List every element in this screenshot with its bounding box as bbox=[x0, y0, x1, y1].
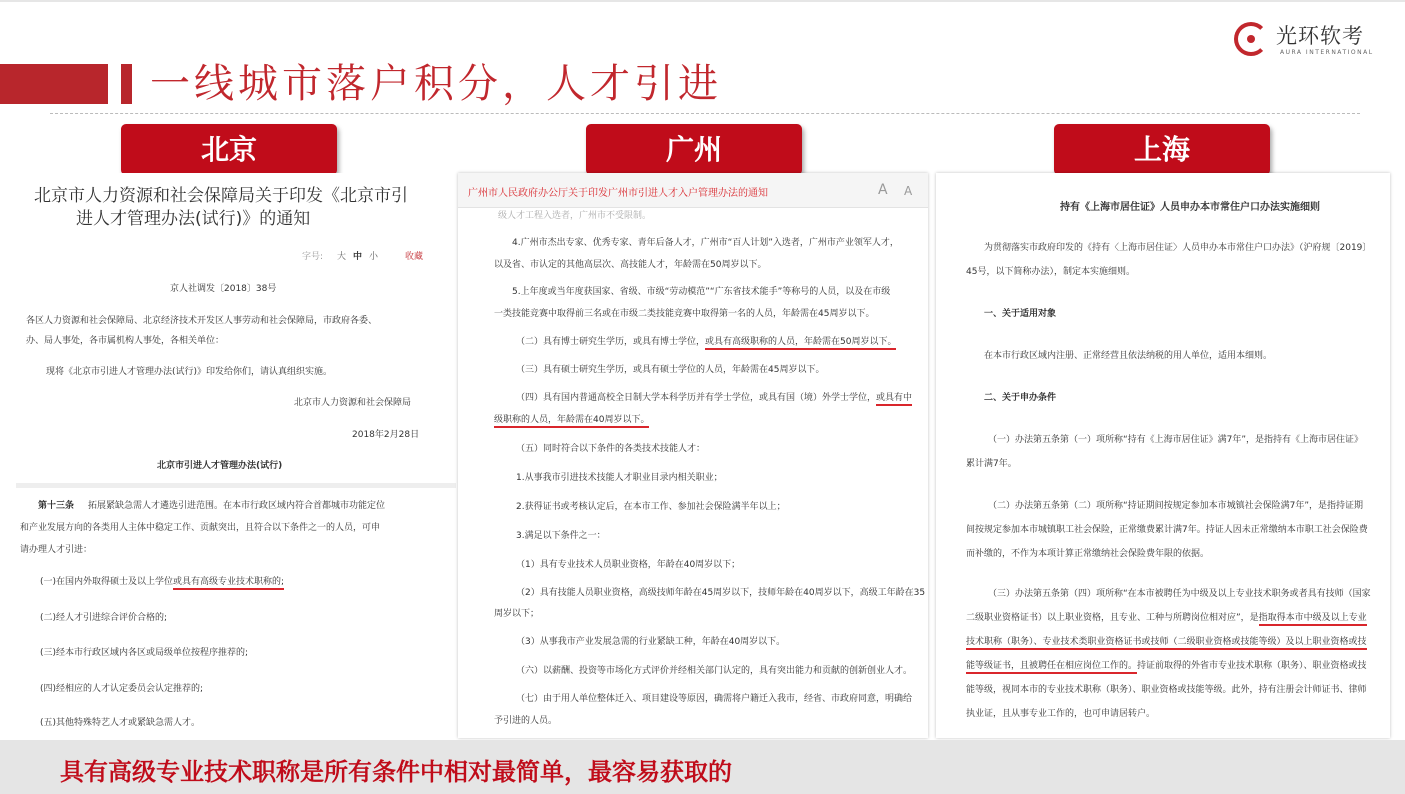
highlighted-condition: 或具有高级专业技术职称的; bbox=[173, 577, 284, 590]
doc-text: 持证前取得的外省市专业技术职称（职务）、职业资格或技 bbox=[1137, 661, 1367, 671]
beijing-document bbox=[16, 173, 456, 738]
top-border bbox=[0, 0, 1405, 2]
shanghai-document bbox=[936, 173, 1390, 738]
condition-item: (五)其他特殊特艺人才或紧缺急需人才。 bbox=[40, 718, 201, 728]
city-label-guangzhou: 广州 bbox=[586, 124, 802, 175]
font-size-label: 字号: bbox=[302, 252, 324, 262]
addressee: 办、局人事处，各市属机构人事处，各相关单位： bbox=[26, 336, 225, 346]
article-text: 请办理人才引进： bbox=[20, 545, 93, 555]
article-text: 和产业发展方向的各类用人主体中稳定工作、贡献突出，且符合以下条件之一的人员，可申 bbox=[20, 523, 381, 533]
doc-line bbox=[494, 412, 649, 425]
issue-date: 2018年2月28日 bbox=[352, 430, 420, 440]
doc-line bbox=[516, 390, 912, 403]
doc-line: 45号，以下简称办法），制定本实施细则。 bbox=[966, 267, 1135, 277]
regulation-title: 北京市引进人才管理办法(试行) bbox=[157, 461, 283, 471]
doc-line: 为贯彻落实市政府印发的《持有〈上海市居住证〉人员申办本市常住户口办法》（沪府规〔2019〕 bbox=[984, 243, 1372, 253]
doc-line: （3）从事我市产业发展急需的行业紧缺工种，年龄在40周岁以下。 bbox=[516, 637, 786, 647]
doc-text: （四）具有国内普通高校全日制大学本科学历并有学士学位，或具有国（境）外学士学位， bbox=[516, 393, 877, 403]
doc-title-line: 进人才管理办法(试行)》的通知 bbox=[76, 209, 311, 229]
doc-line: （六）以薪酬、投资等市场化方式评价并经相关部门认定的，具有突出能力和贡献的创新创业人才。 bbox=[516, 666, 913, 676]
doc-line: 执业证，且从事专业工作的，也可申请居转户。 bbox=[966, 709, 1156, 719]
notice-body: 现将《北京市引进人才管理办法(试行)》印发给你们，请认真组织实施。 bbox=[46, 367, 333, 377]
doc-line: （五）同时符合以下条件的各类技术技能人才： bbox=[516, 444, 706, 454]
city-label-beijing: 北京 bbox=[121, 124, 337, 175]
font-size-medium-link[interactable]: 中 bbox=[353, 252, 363, 262]
article-label: 第十三条 bbox=[38, 501, 75, 511]
highlighted-condition: 级职称的人员，年龄需在40周岁以下。 bbox=[494, 415, 649, 428]
doc-line: 周岁以下； bbox=[494, 609, 540, 619]
font-increase-button[interactable]: A bbox=[878, 182, 888, 198]
doc-line: （一）办法第五条第（一）项所称“持有《上海市居住证》满7年”，是指持有《上海市居住证》 bbox=[988, 435, 1364, 445]
doc-line: （三）具有硕士研究生学历，或具有硕士学位的人员，年龄需在45周岁以下。 bbox=[516, 365, 825, 375]
doc-line: 间按规定参加本市城镇职工社会保险，正常缴费累计满7年。持证人因未正常缴纳本市职工社会保险费 bbox=[966, 525, 1368, 535]
title-decoration-stripe bbox=[121, 64, 132, 104]
doc-text: 二级职业资格证书）以上职业资格，且专业、工种与所聘岗位相对应”，是 bbox=[966, 613, 1259, 623]
font-decrease-button[interactable]: A bbox=[904, 184, 913, 198]
doc-line bbox=[966, 658, 1367, 671]
condition-item: (四)经相应的人才认定委员会认定推荐的; bbox=[40, 684, 204, 694]
condition-item: (二)经人才引进综合评价合格的; bbox=[40, 613, 168, 623]
doc-line: 3.满足以下条件之一： bbox=[516, 531, 606, 541]
doc-line: （三）办法第五条第（四）项所称“在本市被聘任为中级及以上专业技术职务或者具有技师（国家 bbox=[988, 589, 1371, 599]
logo-subtitle: AURA INTERNATIONAL bbox=[1280, 49, 1374, 56]
section-heading: 二、关于申办条件 bbox=[984, 393, 1057, 403]
doc-line: （七）由于用人单位整体迁入、项目建设等原因，确需将户籍迁入我市，经省、市政府同意，明确给 bbox=[516, 694, 913, 704]
article-text: 拓展紧缺急需人才遴选引进范围。在本市行政区域内符合首都城市功能定位 bbox=[88, 501, 386, 511]
font-size-small-link[interactable]: 小 bbox=[369, 252, 379, 262]
highlighted-condition: 能等级证书，且被聘任在相应岗位工作的。 bbox=[966, 661, 1137, 674]
condition-item bbox=[40, 574, 284, 587]
doc-line: 在本市行政区域内注册、正常经营且依法纳税的用人单位，适用本细则。 bbox=[984, 351, 1273, 361]
doc-line: 2.获得证书或考核认定后，在本市工作、参加社会保险满半年以上； bbox=[516, 502, 786, 512]
doc-line: 累计满7年。 bbox=[966, 459, 1017, 469]
signer: 北京市人力资源和社会保障局 bbox=[294, 398, 412, 408]
doc-line bbox=[516, 334, 896, 347]
section-separator bbox=[16, 483, 456, 488]
doc-line: 能等级，视同本市的专业技术职称（职务）、职业资格或技能等级。此外，持有注册会计师证书、律师 bbox=[966, 685, 1367, 695]
doc-line: 一类技能竞赛中取得前三名或在市级二类技能竞赛中取得第一名的人员，年龄需在45周岁以下。 bbox=[494, 309, 875, 319]
doc-header-title: 广州市人民政府办公厅关于印发广州市引进人才入户管理办法的通知 bbox=[468, 188, 768, 199]
highlighted-condition: 技术职称（职务）、专业技术类职业资格证书或技师（二级职业资格或技能等级）及以上职业资格或技 bbox=[966, 637, 1367, 650]
doc-title: 持有《上海市居住证》人员申办本市常住户口办法实施细则 bbox=[1060, 202, 1320, 213]
logo-name: 光环软考 bbox=[1276, 24, 1364, 48]
doc-line bbox=[966, 634, 1367, 647]
doc-line bbox=[966, 610, 1367, 623]
font-size-large-link[interactable]: 大 bbox=[337, 252, 347, 262]
city-label-shanghai: 上海 bbox=[1054, 124, 1270, 175]
condition-item: (三)经本市行政区域内各区或局级单位按程序推荐的; bbox=[40, 648, 249, 658]
slide-title: 一线城市落户积分，人才引进 bbox=[150, 61, 722, 107]
title-divider bbox=[50, 113, 1360, 114]
doc-line: 5.上年度或当年度获国家、省级、市级“劳动模范”“广东省技术能手”等称号的人员，以及在市级 bbox=[512, 287, 891, 297]
addressee: 各区人力资源和社会保障局、北京经济技术开发区人事劳动和社会保障局，市政府各委、 bbox=[26, 316, 378, 326]
doc-number: 京人社调发〔2018〕38号 bbox=[170, 284, 277, 294]
doc-line: （1）具有专业技术人员职业资格，年龄在40周岁以下； bbox=[516, 560, 741, 570]
brand-logo bbox=[1234, 18, 1374, 62]
condition-text: (一)在国内外取得硕士及以上学位 bbox=[40, 577, 174, 587]
highlighted-condition: 或具有高级职称的人员，年龄需在50周岁以下。 bbox=[705, 337, 896, 350]
section-heading: 一、关于适用对象 bbox=[984, 309, 1057, 319]
conclusion-bar bbox=[0, 740, 1405, 794]
guangzhou-document bbox=[458, 173, 928, 738]
doc-line: （2）具有技能人员职业资格，高级技师年龄在45周岁以下，技师年龄在40周岁以下，高级工年龄在35 bbox=[516, 588, 926, 598]
highlighted-condition: 或具有中 bbox=[876, 393, 912, 406]
cut-off-line: 级人才工程入选者，广州市不受限制。 bbox=[498, 211, 652, 221]
doc-line: （二）办法第五条第（二）项所称“持证期间按规定参加本市城镇社会保险满7年”，是指持证期 bbox=[988, 501, 1364, 511]
doc-line: 而补缴的，不作为本项计算正常缴纳社会保险费年限的依据。 bbox=[966, 549, 1210, 559]
doc-text: （二）具有博士研究生学历，或具有博士学位， bbox=[516, 337, 706, 347]
doc-line: 予引进的人员。 bbox=[494, 716, 558, 726]
doc-title-line: 北京市人力资源和社会保障局关于印发《北京市引 bbox=[34, 186, 408, 206]
doc-line: 以及省、市认定的其他高层次、高技能人才，年龄需在50周岁以下。 bbox=[494, 260, 767, 270]
highlighted-condition: 指取得本市中级及以上专业 bbox=[1259, 613, 1367, 626]
doc-line: 4.广州市杰出专家、优秀专家、青年后备人才，广州市“百人计划”入选者，广州市产业领军人才， bbox=[512, 238, 899, 248]
doc-line: 1.从事我市引进技术技能人才职业目录内相关职业； bbox=[516, 473, 723, 483]
conclusion-text: 具有高级专业技术职称是所有条件中相对最简单，最容易获取的 bbox=[60, 758, 732, 786]
logo-ring-icon bbox=[1234, 22, 1268, 56]
title-decoration-bar bbox=[0, 64, 108, 104]
favorite-link[interactable]: 收藏 bbox=[405, 252, 424, 262]
